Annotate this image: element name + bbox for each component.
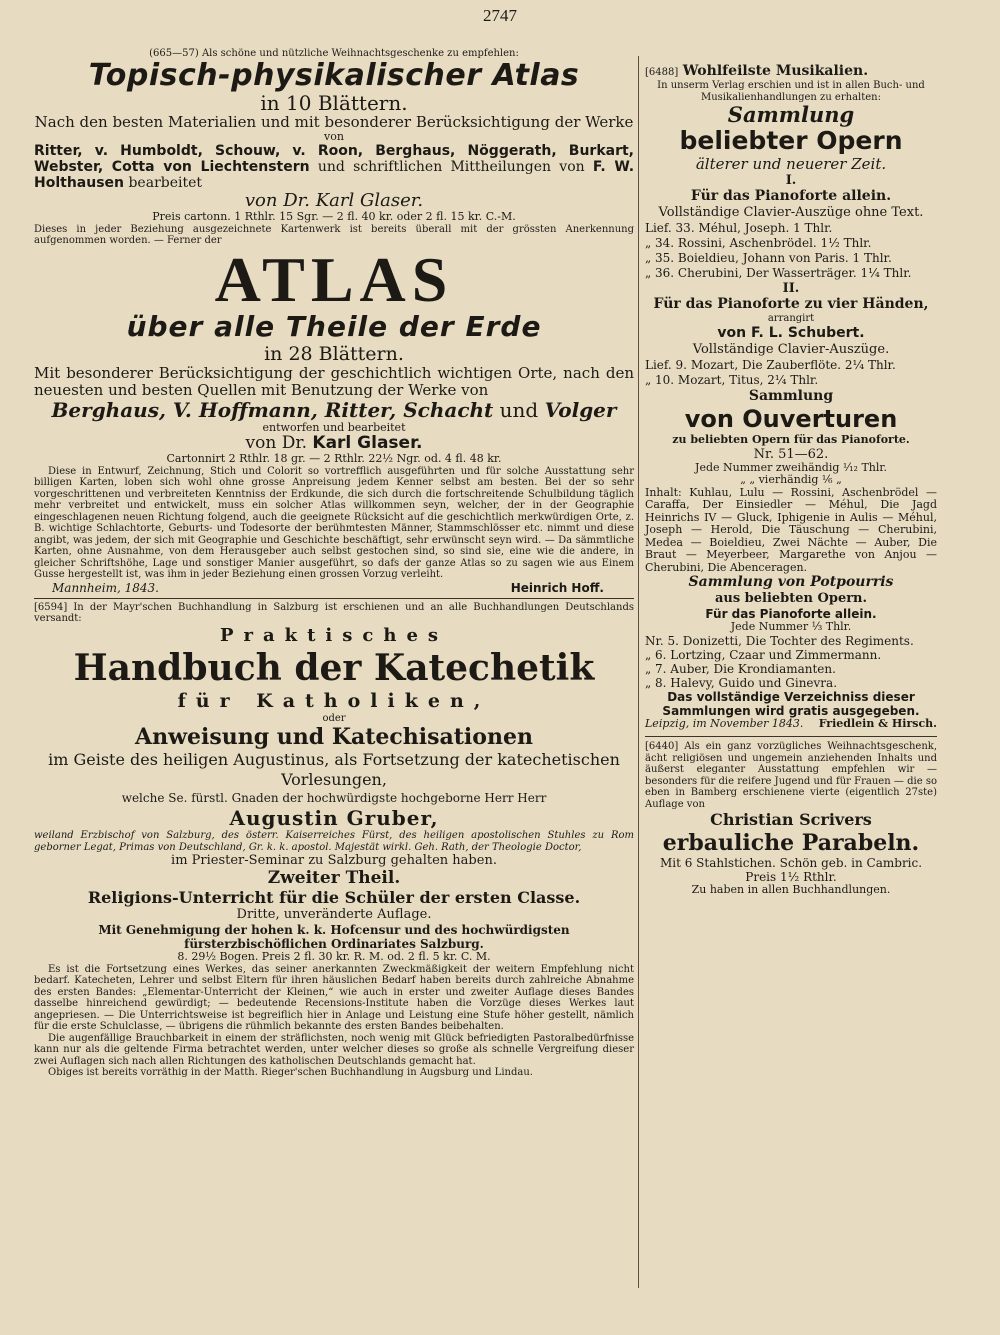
katechetik-line-1: Praktisches: [219, 624, 449, 646]
ad-reference: [6488]: [645, 67, 679, 78]
list-item: Nr. 5. Donizetti, Die Tochter des Regiments.: [645, 633, 914, 648]
signature: Friedlein & Hirsch.: [818, 716, 937, 730]
ouverturen-title: von Ouverturen: [684, 404, 898, 433]
section-1-title: Für das Pianoforte allein.: [690, 188, 892, 204]
atlas-desc-1: Nach den besten Materialien und mit besonderer Berücksichtigung der Werke: [34, 112, 634, 131]
parabeln-advertisement: [6440] Als ein ganz vorzügliches Weihnachtsgeschenk, ächt religiösen und ungemein anziehenden Inhalts und äußerst eleganter Ausstattung empfehlen wir — besonders für die reifere Jugend und für Frauen — die so eben in Bamberg erschienene vierte (eigentlich 27ste) Auflage von Christian Scrivers erbauliche Parabeln. Mit 6 Stahlstichen. Schön geb. in Cambric. Preis 1½ Rthlr. Zu haben in allen Buchhandlungen.: [645, 741, 937, 896]
atlas-title-1: Topisch-physikalischer Atlas: [88, 57, 580, 93]
parabeln-body: Als ein ganz vorzügliches Weihnachtsgeschenk, ächt religiösen und ungemein anziehenden Inhalts und äußerst eleganter Ausstattung empfehlen wir — besonders für die reifere Jugend und für Frauen — die so eben in Bamberg erschienene vierte (eigentlich 27ste) Auflage von: [645, 741, 937, 810]
price-line-2: Cartonnirt 2 Rthlr. 18 gr. — 2 Rthlr. 22½ Ngr. od. 4 fl. 48 kr.: [166, 452, 502, 465]
atlas-title-2-sub: über alle Theile der Erde: [126, 309, 542, 343]
catalog-note: Das vollständige Verzeichniss dieser Sammlungen wird gratis ausgegeben.: [662, 689, 920, 718]
list-item: „ 35. Boieldieu, Johann von Paris. 1 Thlr.: [645, 251, 892, 265]
place-date: Leipzig, im November 1843.: [645, 716, 804, 730]
ouverturen-content: Inhalt: Kuhlau, Lulu — Rossini, Aschenbrödel — Caraffa, Der Einsiedler — Méhul, Die Jagd Heinrichs IV — Gluck, Iphigenie in Aulis — Méhul, Joseph — Herold, Die Täuschung — Cherubini, Medea — Boieldieu, Zwei Nächte — Auber, Die Braut — Meyerbeer, Margarethe von Anjou — Cherubini, Die Abenceragen.: [645, 485, 937, 574]
place-date: Mannheim, 1843.: [52, 580, 159, 595]
part-title: Religions-Unterricht für die Schüler der ersten Classe.: [87, 888, 581, 907]
page-number: 2747: [483, 6, 517, 25]
ad-reference: [6594]: [34, 601, 68, 613]
atlas-title-1-sub: in 10 Blättern.: [260, 90, 408, 115]
author-line-2: Karl Glaser.: [312, 433, 423, 453]
music-header: Wohlfeilste Musikalien.: [682, 63, 869, 79]
list-item: Lief. 9. Mozart, Die Zauberflöte. 2¼ Thlr.: [645, 357, 896, 372]
list-item: „ 10. Mozart, Titus, 2¼ Thlr.: [645, 372, 819, 387]
opera-list-1: [645, 221, 937, 281]
ad-separator: [645, 736, 937, 737]
ad-reference: (665—57): [149, 48, 199, 59]
list-item: „ 6. Lortzing, Czaar und Zimmermann.: [645, 647, 882, 662]
atlas-title-2-count: in 28 Blättern.: [264, 342, 404, 365]
part-label: Zweiter Theil.: [267, 868, 401, 888]
edition-label: Dritte, unveränderte Auflage.: [236, 907, 432, 922]
right-column: [645, 42, 937, 897]
music-intro: In unserm Verlag erschien und ist in allen Buch- und Musikalienhandlungen zu erhalten:: [657, 80, 925, 103]
atlas-advertisement: (665—57) Als schöne und nützliche Weihnachtsgeschenke zu empfehlen: Topisch-physikalischer Atlas in 10 Blättern. Nach den besten Materialien und mit besonderer Berücksichtigung der Werke von Ritter, v. Humboldt, Schouw, v. Roon, Berghaus, Nöggerath, Burkart, Webster, Cotta von Liechtenstern und schriftlichen Mittheilungen von F. W. Holthausen bearbeitet von Dr. Karl Glaser. Preis cartonn. 1 Rthlr. 15 Sgr. — 2 fl. 40 kr. oder 2 fl. 15 kr. C.-M. Dieses in jeder Beziehung ausgezeichnete Kartenwerk ist bereits überall mit der grössten Anerkennung aufgenommen worden. — Ferner der ATLAS über alle Theile der Erde in 28 Blättern. Mit besonderer Berücksichtigung der geschichtlich wichtigen Orte, nach den neuesten und besten Quellen mit Benutzung der Werke von Berghaus, V. Hoffmann, Ritter, Schacht und Volger entworfen und bearbeitet von Dr. Karl Glaser. Cartonnirt 2 Rthlr. 18 gr. — 2 Rthlr. 22½ Ngr. od. 4 fl. 48 kr. Diese in Entwurf, Zeichnung, Stich und Colorit so vortrefflich ausgeführten und für solche Ausstattung sehr billigen Karten, loben sich wohl ohne grosse Anpreisung jedem Kenner selbst am besten. Bei der so sehr vorgeschrittenen und verbreiteten Kenntniss der Erdkunde, die sich durch die fortschreitende Schulbildung täglich mehr verbreitet und entwickelt, muss ein solcher Atlas willkommen seyn, welcher, der in der Geographie eingeschlagenen neuen Richtung folgend, auch die geeignete Rücksicht auf die geschichtlich merkwürdigen Orte, z. B. wichtige Schlachtorte, Geburts- und Todesorte der berühmtesten Männer, Stammschlösser etc. nimmt und diese angibt, was jedem, der sich mit Geographie und Geschichte beschäftigt, sehr erwünscht seyn wird. — Da sämmtliche Karten, ohne Ausnahme, von dem Herausgeber auch selbst gestochen sind, so sind sie, eine wie die andere, in gleicher Schriftshöhe, Lage und sonstiger Manier ausgeführt, so dafs der ganze Atlas so zu sagen wie aus Einem Gusse hergestellt ist, was ihm in jeder Beziehung einen grossen Vorzug verleiht. Mannheim, 1843. Heinrich Hoff.: [34, 48, 635, 595]
katechetik-advertisement: [6594] In der Mayr'schen Buchhandlung in Salzburg ist erschienen und an alle Buchhandlungen Deutschlands versandt: Praktisches Handbuch der Katechetik für Katholiken, oder Anweisung und Katechisationen im Geiste des heiligen Augustinus, als Fortsetzung der katechetischen Vorlesungen, welche Se. fürstl. Gnaden der hochwürdigste hochgeborne Herr Herr Augustin Gruber, weiland Erzbischof von Salzburg, des österr. Kaiserreiches Fürst, des heiligen apostolischen Stuhles zu Rom geborner Legat, Primas von Deutschland, Gr. k. k. apostol. Majestät wirkl. Geh. Rath, der Theologie Doctor, im Priester-Seminar zu Salzburg gehalten haben. Zweiter Theil. Religions-Unterricht für die Schüler der ersten Classe. Dritte, unveränderte Auflage. Mit Genehmigung der hohen k. k. Hofcensur und des hochwürdigsten fürsterzbischöflichen Ordinariates Salzburg. 8. 29½ Bogen. Preis 2 fl. 30 kr. R. M. od. 2 fl. 5 kr. C. M. Es ist die Fortsetzung eines Werkes, das seiner anerkannten Zweckmäßigkeit der weitern Empfehlung nicht bedarf. Katecheten, Lehrer und selbst Eltern für ihren häuslichen Bedarf haben bereits durch zahlreiche Abnahme des ersten Bandes: „Elementar-Unterricht der Kleinen,“ wie auch in erster und zweiter Auflage dieses Bandes dasselbe hinreichend gewürdigt; — bedeutende Recensions-Institute haben die Vorzüge dieses Werkes laut angepriesen. — Die Unterrichtsweise ist begreiflich hier in Anlage und Leistung eine Stufe höher gestellt, nämlich für die erste Schulclasse, — übrigens die rühmlich bekannte des ersten Bandes beibehalten. Die augenfällige Brauchbarkeit in einem der sträflichsten, noch wenig mit Glück befriedigten Pastoralbedürfnisse kann nur als die geltende Firma betrachtet werden, unter welcher dieses so große als schnelle Vergreifung dieser zwei Auflagen sich nach allen Richtungen des katholischen Deutschlands gemacht hat. Obiges ist bereits vorräthig in der Matth. Rieger'schen Buchhandlung in Augsburg und Lindau.: [34, 601, 634, 1078]
ad-separator: [34, 598, 634, 599]
opera-collection-title: beliebter Opern: [679, 126, 903, 155]
katechetik-desc: im Geiste des heiligen Augustinus, als Fortsetzung der katechetischen Vorlesungen,: [48, 750, 620, 789]
parabeln-author: Christian Scrivers: [710, 810, 872, 829]
ad-reference: [6440]: [645, 741, 679, 752]
approval-text: Mit Genehmigung der hohen k. k. Hofcensur und des hochwürdigsten fürsterzbischöflichen Ordinariates Salzburg.: [98, 923, 570, 951]
ad-intro: In der Mayr'schen Buchhandlung in Salzburg ist erschienen und an alle Buchhandlungen Deutschlands versandt:: [34, 601, 634, 624]
katechetik-title: Handbuch der Katechetik: [73, 646, 595, 689]
katechetik-author: Augustin Gruber,: [229, 806, 439, 830]
list-item: „ 7. Auber, Die Krondiamanten.: [645, 661, 836, 676]
note-1: Dieses in jeder Beziehung ausgezeichnete Kartenwerk ist bereits überall mit der grössten Anerkennung aufgenommen worden. — Ferner der: [34, 223, 634, 246]
potpourri-list: [645, 634, 937, 690]
list-item: „ 36. Cherubini, Der Wasserträger. 1¼ Thlr.: [645, 266, 912, 280]
list-item: „ 34. Rossini, Aschenbrödel. 1½ Thlr.: [645, 236, 872, 250]
authors-list-2: Berghaus, V. Hoffmann, Ritter, Schacht: [51, 397, 494, 422]
atlas-desc-2: Mit besonderer Berücksichtigung der geschichtlich wichtigen Orte, nach den neuesten und besten Quellen mit Benutzung der Werke von: [34, 363, 634, 399]
list-item: „ 8. Halevy, Guido und Ginevra.: [645, 675, 838, 690]
author-description: weiland Erzbischof von Salzburg, des österr. Kaiserreiches Fürst, des heiligen apostolischen Stuhles zu Rom geborner Legat, Primas von Deutschland, Gr. k. k. apostol. Majestät wirkl. Geh. Rath, der Theologie Doctor,: [34, 830, 634, 853]
price-line-1: Preis cartonn. 1 Rthlr. 15 Sgr. — 2 fl. 40 kr. oder 2 fl. 15 kr. C.-M.: [152, 210, 516, 223]
opera-list-2: [645, 358, 937, 388]
signature: Heinrich Hoff.: [510, 580, 604, 595]
section-2-title: Für das Pianoforte zu vier Händen,: [653, 296, 929, 312]
parabeln-title: erbauliche Parabeln.: [662, 830, 920, 856]
left-column: [34, 42, 634, 1079]
atlas-title-2: ATLAS: [214, 243, 454, 315]
katechetik-subtitle: Anweisung und Katechisationen: [135, 724, 533, 750]
authors-list-1: Ritter, v. Humboldt, Schouw, v. Roon, Berghaus, Nöggerath, Burkart, Webster, Cotta von Liechtenstern: [34, 143, 634, 175]
katechetik-body: Es ist die Fortsetzung eines Werkes, das seiner anerkannten Zweckmäßigkeit der weitern Empfehlung nicht bedarf. Katecheten, Lehrer und selbst Eltern für ihren häuslichen Bedarf haben bereits durch zahlreiche Abnahme des ersten Bandes: „Elementar-Unterricht der Kleinen,“ wie auch in erster und zweiter Auflage dieses Bandes dasselbe hinreichend gewürdigt; — bedeutende Recensions-Institute haben die Vorzüge dieses Werkes laut angepriesen. — Die Unterrichtsweise ist begreiflich hier in Anlage und Leistung eine Stufe höher gestellt, nämlich für die erste Schulclasse, — übrigens die rühmlich bekannte des ersten Bandes beibehalten.: [34, 963, 634, 1032]
katechetik-line-3: für Katholiken,: [177, 689, 491, 712]
designed-label: entworfen und bearbeitet: [262, 420, 406, 434]
price-line: 8. 29½ Bogen. Preis 2 fl. 30 kr. R. M. od. 2 fl. 5 kr. C. M.: [177, 950, 491, 963]
von-label: von: [324, 129, 344, 143]
author-line-1: von Dr. Karl Glaser.: [244, 190, 424, 211]
atlas-body-text: Diese in Entwurf, Zeichnung, Stich und Colorit so vortrefflich ausgeführten und für solche Ausstattung sehr billigen Karten, loben sich wohl ohne grosse Anpreisung jedem Kenner selbst am besten. Bei der so sehr vorgeschrittenen und verbreiteten Kenntniss der Erdkunde, die sich durch die fortschreitende Schulbildung täglich mehr verbreitet und entwickelt, muss ein solcher Atlas willkommen seyn, welcher, der in der Geographie eingeschlagenen neuen Richtung folgend, auch die geeignete Rücksicht auf die geschichtlich merkwürdigen Orte, z. B. wichtige Schlachtorte, Geburts- und Todesorte der berühmtesten Männer, Stammschlösser etc. nimmt und diese angibt, was jedem, der sich mit Geographie und Geschichte beschäftigt, sehr erwünscht seyn wird. — Da sämmtliche Karten, ohne Ausnahme, von dem Herausgeber auch selbst gestochen sind, so sind sie, eine wie die andere, in gleicher Schriftshöhe, Lage und sonstiger Manier ausgeführt, so dafs der ganze Atlas so zu sagen wie aus Einem Gusse hergestellt ist, was ihm in jeder Beziehung einen grossen Vorzug verleiht.: [34, 465, 634, 580]
column-divider: [638, 56, 639, 1288]
music-advertisement: [6488] Wohlfeilste Musikalien. In unserm Verlag erschien und ist in allen Buch- und Musikalienhandlungen zu erhalten: Sammlung beliebter Opern älterer und neuerer Zeit. I. Für das Pianoforte allein. Vollständige Clavier-Auszüge ohne Text. Lief. 33. Méhul, Joseph. 1 Thlr. „ 34. Rossini, Aschenbrödel. 1½ Thlr. „ 35. Boieldieu, Johann von Paris. 1 Thlr. „ 36. Cherubini, Der Wasserträger. 1¼ Thlr. II. Für das Pianoforte zu vier Händen, arrangirt von F. L. Schubert. Vollständige Clavier-Auszüge. Lief. 9. Mozart, Die Zauberflöte. 2¼ Thlr. „ 10. Mozart, Titus, 2¼ Thlr. Sammlung von Ouverturen zu beliebten Opern für das Pianoforte. Nr. 51—62. Jede Nummer zweihändig ¹⁄₁₂ Thlr. „ „ vierhändig ¹⁄₆ „ Inhalt: Kuhlau, Lulu — Rossini, Aschenbrödel — Caraffa, Der Einsiedler — Méhul, Die Jagd Heinrichs IV — Gluck, Iphigenie in Aulis — Méhul, Joseph — Herold, Die Täuschung — Cherubini, Medea — Boieldieu, Zwei Nächte — Auber, Die Braut — Meyerbeer, Margarethe von Anjou — Cherubini, Die Abenceragen. Sammlung von Potpourris aus beliebten Opern. Für das Pianoforte allein. Jede Nummer ⅓ Thlr. Nr. 5. Donizetti, Die Tochter des Regiments. „ 6. Lortzing, Czaar und Zimmermann. „ 7. Auber, Die Krondiamanten. „ 8. Halevy, Guido und Ginevra. Das vollständige Verzeichniss dieser Sammlungen wird gratis ausgegeben. Leipzig, im November 1843. Friedlein & Hirsch.: [645, 63, 937, 730]
ad-intro: Als schöne und nützliche Weihnachtsgeschenke zu empfehlen:: [201, 48, 519, 59]
list-item: Lief. 33. Méhul, Joseph. 1 Thlr.: [645, 221, 833, 235]
